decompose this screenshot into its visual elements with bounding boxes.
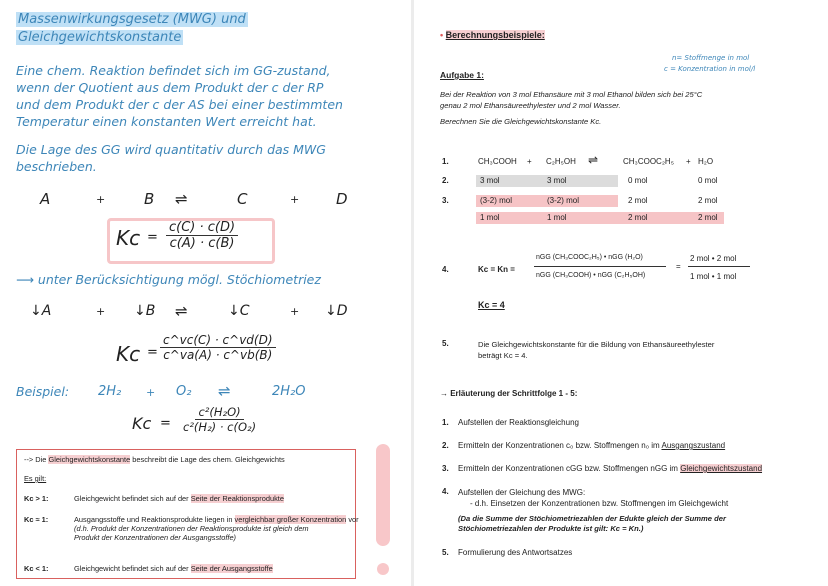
kc2-eq: =	[147, 345, 158, 360]
reactant-acid: CH₃COOH	[478, 157, 517, 166]
eq2-plus-2: +	[290, 305, 300, 318]
reactant-ethanol: C₂H₅OH	[546, 157, 576, 166]
mwg-numerator: nGG (CH₃COOC₂H₅) • nGG (H₂O)	[536, 254, 643, 261]
mwg-equals: =	[676, 262, 681, 271]
result-kc: Kc = 4	[478, 300, 505, 310]
change-acid: (3-2) mol	[480, 196, 513, 205]
box-intro: --> Die Gleichgewichtskonstante beschreibt die Lage des chem. Gleichgewichts	[24, 455, 285, 464]
change-ethanol: (3-2) mol	[547, 196, 580, 205]
right-page	[414, 0, 828, 586]
eq1-plus-2: +	[290, 193, 300, 206]
task-text: Bei der Reaktion von 3 mol Ethansäure mit 3 mol Ethanol bilden sich bei 25°C genau 2 mol Ethansäureethylester und 2 mol Wasser.	[440, 90, 703, 110]
eq1-a: A	[40, 190, 51, 208]
initial-acid: 3 mol	[480, 176, 500, 185]
examples-heading: • Berechnungsbeispiele:	[440, 30, 545, 40]
mwg-denominator: nGG (CH₃COOH) • nGG (C₂H₅OH)	[536, 272, 646, 279]
box-row-key-1: Kc > 1:	[24, 494, 49, 503]
step-number-3: 3.	[442, 196, 449, 205]
equilibrium-acid: 1 mol	[480, 213, 500, 222]
example-plus: +	[146, 386, 156, 399]
expl-number-3: 3.	[442, 464, 449, 473]
title-line-1: Massenwirkungsgesetz (MWG) und	[18, 12, 246, 27]
expl-number-1: 1.	[442, 418, 449, 427]
mwg-paragraph: Die Lage des GG wird quantitativ durch das MWG beschrieben.	[16, 142, 326, 174]
equilibrium-highlight	[476, 212, 724, 224]
product-ester: CH₃COOC₂H₅	[623, 157, 674, 166]
equilibrium-water: 2 mol	[698, 213, 718, 222]
expl-text-1: Aufstellen der Reaktionsgleichung	[458, 418, 579, 427]
initial-ethanol: 3 mol	[547, 176, 567, 185]
initial-water: 0 mol	[698, 176, 718, 185]
kc1-denominator: c(A) · c(B)	[169, 236, 235, 251]
kc3-denominator: c²(H₂) · c(O₂)	[183, 420, 257, 434]
task-question: Berechnen Sie die Gleichgewichtskonstante Kc.	[440, 117, 602, 126]
equilibrium-ester: 2 mol	[628, 213, 648, 222]
kc3-fraction	[180, 405, 259, 434]
initial-ester: 0 mol	[628, 176, 648, 185]
kc1-lhs: Kc	[116, 226, 141, 250]
mwg-value-numerator: 2 mol • 2 mol	[690, 254, 737, 263]
eq2-plus-1: +	[96, 305, 106, 318]
kc1-numerator: c(C) · c(D)	[166, 220, 238, 236]
change-water: 2 mol	[698, 196, 718, 205]
box-row-key-3: Kc < 1:	[24, 564, 49, 573]
explanation-title: → Erläuterung der Schrittfolge 1 - 5:	[440, 389, 578, 398]
box-row-text-2: Ausgangsstoffe und Reaktionsprodukte liegen in vergleichbar großer Konzentration vor (d.h. Produkt der Konzentrationen der Reaktionsprodukte ist gleich dem Produkt der Konzentrationen der Ausgangsstoffe)	[74, 515, 359, 542]
expl-text-4: Aufstellen der Gleichung des MWG: - d.h. Einsetzen der Konzentrationen bzw. Stoffmengen im Gleichgewicht	[458, 488, 729, 508]
step-number-4: 4.	[442, 265, 449, 274]
task-title: Aufgabe 1:	[440, 70, 484, 80]
example-reactant-2: O₂	[176, 384, 192, 399]
eq1-plus-1: +	[96, 193, 106, 206]
mwg-fraction-line	[534, 266, 666, 267]
stoichiometry-note: ⟶ unter Berücksichtigung mögl. Stöchiometriez	[16, 272, 321, 287]
box-row-key-2: Kc ≈ 1:	[24, 515, 49, 524]
eq2-d: ↓D	[325, 303, 348, 319]
box-row-text-3: Gleichgewicht befindet sich auf der Seite der Ausgangsstoffe	[74, 564, 273, 573]
equilibrium-arrow-icon: ⇌	[588, 153, 599, 167]
constant-meaning-box	[16, 449, 356, 579]
kc1-fraction	[166, 220, 238, 251]
step-number-5: 5.	[442, 339, 449, 348]
title-line-2: Gleichgewichtskonstante	[18, 30, 182, 45]
kc3-lhs: Kc	[132, 414, 152, 433]
example-label: Beispiel:	[16, 384, 70, 399]
kc1-eq: =	[147, 230, 158, 245]
exclamation-dot-icon	[377, 563, 389, 575]
answer-text: Die Gleichgewichtskonstante für die Bildung von Ethansäureethylester beträgt Kc = 4.	[478, 340, 715, 360]
equilibrium-arrow-icon: ⇌	[175, 190, 188, 208]
legend-line-1: n= Stoffmenge in mol	[672, 54, 750, 62]
equilibrium-arrow-icon: ⇌	[175, 302, 188, 320]
equilibrium-arrow-icon: ⇌	[218, 382, 231, 400]
expl-text-3: Ermitteln der Konzentrationen cGG bzw. Stoffmengen nGG im Gleichgewichtszustand	[458, 464, 763, 473]
mwg-lhs: Kc = Kn =	[478, 265, 515, 274]
kc2-fraction	[160, 333, 276, 362]
expl-text-2: Ermitteln der Konzentrationen c₀ bzw. Stoffmengen n₀ im Ausgangszustand	[458, 441, 726, 450]
left-page	[0, 0, 412, 586]
eq1-d: D	[336, 190, 348, 208]
kc3-numerator: c²(H₂O)	[195, 405, 243, 420]
change-ester: 2 mol	[628, 196, 648, 205]
product-water: H₂O	[698, 157, 714, 166]
step-number-2: 2.	[442, 176, 449, 185]
eq2-b: ↓B	[134, 303, 156, 319]
legend-line-2: c = Konzentration in mol/l	[664, 65, 756, 73]
expl-number-2: 2.	[442, 441, 449, 450]
definition-paragraph: Eine chem. Reaktion befindet sich im GG-zustand, wenn der Quotient aus dem Produkt der c der RP und dem Produkt der c der AS bei einer bestimmten Temperatur einen konstanten Wert erreicht hat.	[16, 63, 343, 129]
equilibrium-ethanol: 1 mol	[547, 213, 567, 222]
eq1-b: B	[144, 190, 155, 208]
kc2-numerator: c^vc(C) · c^vd(D)	[160, 333, 276, 348]
expl-text-5: Formulierung des Antwortsatzes	[458, 548, 573, 557]
eq2-a: ↓A	[30, 303, 52, 319]
kc3-eq: =	[160, 416, 171, 431]
box-es-gilt: Es gilt:	[24, 474, 47, 483]
step-number-1: 1.	[442, 157, 449, 166]
eq1-c: C	[237, 190, 248, 208]
box-row-text-1: Gleichgewicht befindet sich auf der Seite der Reaktionsprodukte	[74, 494, 284, 503]
mwg-value-fraction-line	[688, 266, 750, 267]
exclamation-mark-icon	[376, 444, 390, 546]
expl-note: (Da die Summe der Stöchiometriezahlen der Edukte gleich der Summe der Stöchiometriezahlen der Produkte ist gilt: Kc = Kn.)	[458, 514, 726, 533]
step1-plus-2: +	[686, 157, 691, 166]
kc2-denominator: c^va(A) · c^vb(B)	[163, 348, 273, 362]
eq2-c: ↓C	[228, 303, 250, 319]
step1-plus-1: +	[527, 157, 532, 166]
example-product: 2H₂O	[272, 384, 306, 399]
kc2-lhs: Kc	[116, 342, 141, 366]
mwg-value-denominator: 1 mol • 1 mol	[690, 272, 737, 281]
example-reactant-1: 2H₂	[98, 384, 122, 399]
expl-number-4: 4.	[442, 487, 449, 496]
expl-number-5: 5.	[442, 548, 449, 557]
